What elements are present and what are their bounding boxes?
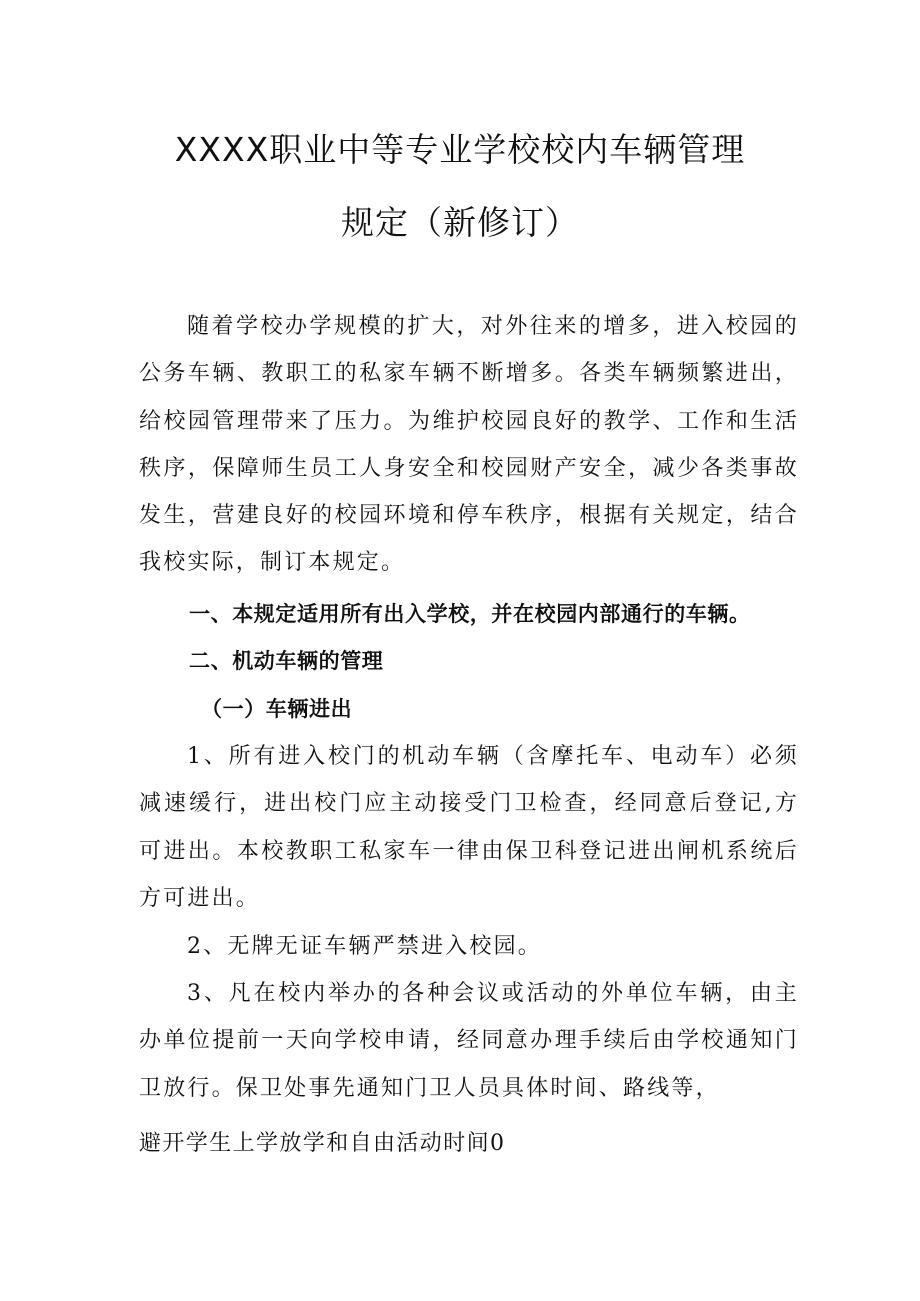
document-title-line-2: 规定（新修订） <box>341 203 579 242</box>
section-1-heading: 一、本规定适用所有出入学校，并在校园内部通行的车辆。 <box>189 602 751 626</box>
item-3-paragraph: 3、凡在校内举办的各种会议或活动的外单位车辆，由主办单位提前一天向学校申请，经同意办理手续后由学校通知门卫放行。保卫处事先通知门卫人员具体时间、路线等， <box>139 981 799 1101</box>
item-1-paragraph: 1、所有进入校门的机动车辆（含摩托车、电动车）必须减速缓行，进出校门应主动接受门卫检查，经同意后登记,方可进出。本校教职工私家车一律由保卫科登记进出闸机系统后方可进出。 <box>139 744 799 911</box>
section-2-heading: 二、机动车辆的管理 <box>189 649 384 673</box>
intro-paragraph: 随着学校办学规模的扩大，对外往来的增多，进入校园的公务车辆、教职工的私家车辆不断增多。各类车辆频繁进出，给校园管理带来了压力。为维护校园良好的教学、工作和生活秩序，保障师生员工人身安全和校园财产安全，减少各类事故发生，营建良好的校园环境和停车秩序，根据有关规定，结合我校实际，制订本规定。 <box>139 314 799 576</box>
document-title-line-1: XXXX职业中等专业学校校内车辆管理 <box>174 130 746 169</box>
subsection-1-heading: （一）车辆进出 <box>201 697 353 721</box>
item-3-continuation: 避开学生上学放学和自由活动时间0 <box>139 1131 506 1156</box>
item-2-paragraph: 2、无牌无证车辆严禁进入校园。 <box>187 934 542 959</box>
